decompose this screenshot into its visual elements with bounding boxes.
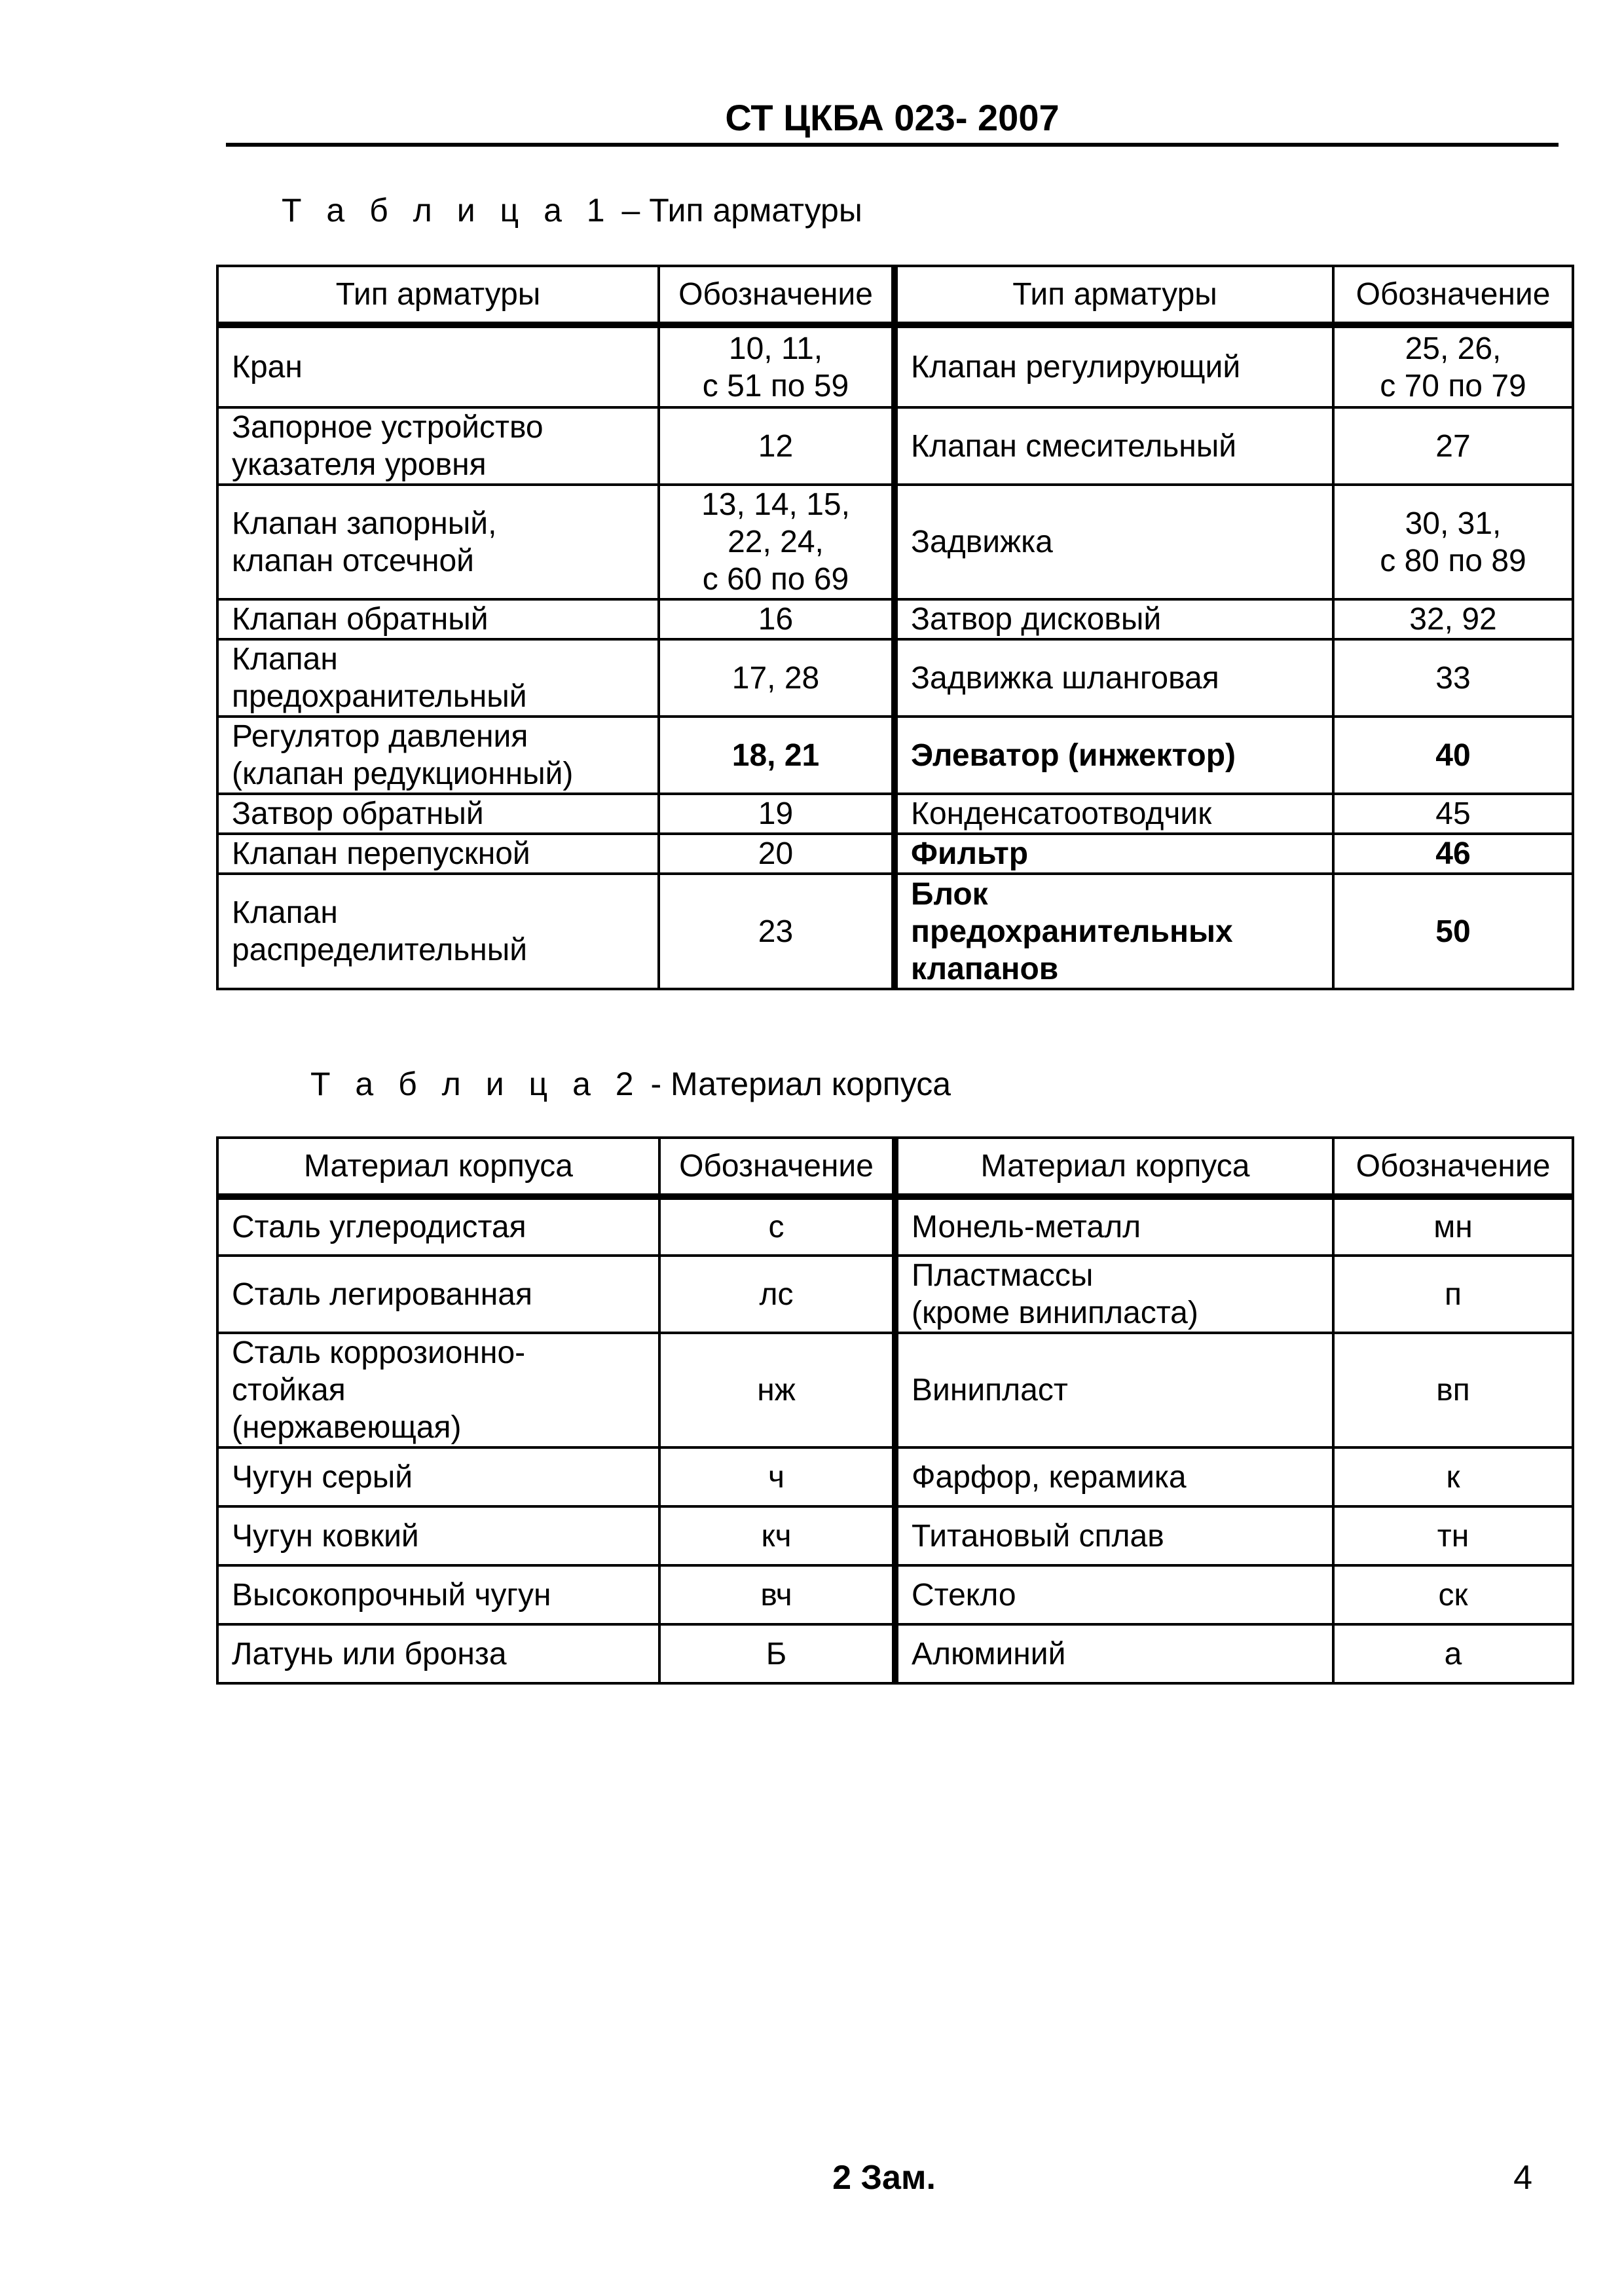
cell-line: распределительный bbox=[232, 933, 528, 967]
cell-line: Элеватор (инжектор) bbox=[911, 737, 1236, 773]
table-row bbox=[217, 874, 1573, 989]
cell-line: Клапан перепускной bbox=[232, 836, 530, 871]
table-cell bbox=[217, 1197, 659, 1256]
cell-line: ч bbox=[767, 1459, 784, 1495]
cell-line: 32, 92 bbox=[1409, 602, 1497, 637]
cell-line: 17, 28 bbox=[731, 660, 820, 696]
cell-line: Клапан bbox=[232, 895, 338, 930]
table-cell bbox=[895, 1624, 1333, 1683]
cell-line: предохранительный bbox=[232, 679, 527, 714]
table-cell bbox=[659, 874, 895, 989]
column-header: Материал корпуса bbox=[217, 1138, 659, 1197]
table-cell bbox=[895, 599, 1333, 639]
table-cell bbox=[217, 794, 659, 834]
table-cell bbox=[659, 639, 895, 717]
cell-line: Затвор обратный bbox=[232, 796, 484, 831]
table-cell bbox=[217, 1624, 659, 1683]
cell-line: с 70 по 79 bbox=[1380, 368, 1526, 403]
table-cell bbox=[659, 599, 895, 639]
table-cell bbox=[1333, 874, 1573, 989]
table-cell bbox=[217, 1256, 659, 1333]
cell-line: с 80 по 89 bbox=[1380, 543, 1526, 578]
cell-line: Задвижка шланговая bbox=[911, 660, 1219, 696]
valve-type-table bbox=[216, 265, 1574, 990]
cell-line: Б bbox=[766, 1636, 787, 1671]
table-row bbox=[217, 639, 1573, 717]
table-cell bbox=[217, 1447, 659, 1506]
cell-line: Пластмассы bbox=[912, 1258, 1094, 1293]
table-row bbox=[217, 407, 1573, 485]
cell-line: тн bbox=[1437, 1518, 1469, 1554]
cell-line: указателя уровня bbox=[232, 447, 487, 482]
cell-line: 25, 26, bbox=[1405, 331, 1502, 366]
cell-line: предохранительных bbox=[911, 914, 1233, 949]
table-cell bbox=[1333, 1624, 1573, 1683]
cell-line: Чугун серый bbox=[232, 1459, 413, 1495]
table-row bbox=[217, 1506, 1573, 1565]
cell-line: стойкая bbox=[232, 1373, 346, 1408]
cell-line: Высокопрочный чугун bbox=[232, 1577, 551, 1613]
table-header-row bbox=[217, 266, 1573, 325]
table-cell bbox=[659, 717, 895, 794]
table-cell bbox=[659, 1506, 895, 1565]
cell-line: Конденсатоотводчик bbox=[911, 796, 1212, 831]
table-2-caption bbox=[310, 1061, 951, 1107]
table-cell bbox=[659, 1447, 895, 1506]
table-cell bbox=[895, 485, 1333, 599]
table-cell bbox=[217, 485, 659, 599]
table-cell bbox=[895, 717, 1333, 794]
table-cell bbox=[1333, 325, 1573, 407]
table-cell bbox=[659, 1197, 895, 1256]
cell-line: к bbox=[1446, 1459, 1460, 1495]
table-cell bbox=[895, 794, 1333, 834]
cell-line: п bbox=[1445, 1277, 1462, 1312]
table-header-row bbox=[217, 1138, 1573, 1197]
table-1-caption-label: Т а б л и ц а 1 bbox=[282, 192, 613, 229]
cell-line: Монель-металл bbox=[912, 1210, 1141, 1244]
cell-line: вч bbox=[760, 1577, 792, 1613]
column-header: Обозначение bbox=[659, 1138, 895, 1197]
cell-line: 10, 11, bbox=[728, 331, 823, 366]
table-cell bbox=[895, 407, 1333, 485]
table-cell bbox=[895, 874, 1333, 989]
table-2-caption-text: - Материал корпуса bbox=[650, 1066, 951, 1102]
table-row bbox=[217, 794, 1573, 834]
document-code-header: СТ ЦКБА 023- 2007 bbox=[725, 97, 1060, 138]
cell-line: Стекло bbox=[912, 1577, 1016, 1613]
table-cell bbox=[895, 834, 1333, 874]
cell-line: 33 bbox=[1435, 660, 1471, 696]
body-material-table bbox=[216, 1136, 1574, 1685]
cell-line: ск bbox=[1438, 1577, 1468, 1613]
cell-line: Сталь коррозионно- bbox=[232, 1335, 526, 1370]
table-row bbox=[217, 834, 1573, 874]
cell-line: клапан отсечной bbox=[232, 543, 474, 578]
table-cell bbox=[659, 1624, 895, 1683]
cell-line: с 60 по 69 bbox=[702, 562, 849, 597]
table-cell bbox=[1333, 717, 1573, 794]
table-cell bbox=[895, 1447, 1333, 1506]
cell-line: 16 bbox=[758, 602, 794, 637]
cell-line: 30, 31, bbox=[1405, 506, 1502, 541]
cell-line: 45 bbox=[1435, 796, 1471, 831]
cell-line: 22, 24, bbox=[728, 525, 824, 559]
table-cell bbox=[1333, 1333, 1573, 1447]
column-header: Обозначение bbox=[1333, 1138, 1573, 1197]
cell-line: 19 bbox=[758, 796, 794, 831]
column-header: Обозначение bbox=[659, 266, 895, 325]
cell-line: Клапан смесительный bbox=[911, 428, 1237, 464]
table-cell bbox=[1333, 639, 1573, 717]
table-cell bbox=[1333, 1256, 1573, 1333]
column-header: Тип арматуры bbox=[895, 266, 1333, 325]
table-cell bbox=[1333, 407, 1573, 485]
table-cell bbox=[1333, 599, 1573, 639]
cell-line: нж bbox=[757, 1373, 796, 1408]
cell-line: Клапан запорный, bbox=[232, 506, 497, 541]
cell-line: мн bbox=[1433, 1210, 1473, 1244]
cell-line: 40 bbox=[1435, 737, 1471, 773]
cell-line: Клапан обратный bbox=[232, 602, 489, 637]
table-row bbox=[217, 1565, 1573, 1624]
table-cell bbox=[217, 1506, 659, 1565]
cell-line: Клапан регулирующий bbox=[911, 350, 1241, 384]
cell-line: 46 bbox=[1435, 836, 1471, 871]
table-cell bbox=[1333, 1506, 1573, 1565]
cell-line: Титановый сплав bbox=[912, 1518, 1164, 1554]
table-cell bbox=[217, 639, 659, 717]
cell-line: Алюминий bbox=[912, 1636, 1066, 1671]
cell-line: (клапан редукционный) bbox=[232, 756, 574, 791]
table-row bbox=[217, 717, 1573, 794]
table-cell bbox=[1333, 794, 1573, 834]
cell-line: Клапан bbox=[232, 642, 338, 677]
table-cell bbox=[895, 639, 1333, 717]
cell-line: Чугун ковкий bbox=[232, 1518, 419, 1554]
cell-line: Кран bbox=[232, 350, 303, 384]
cell-line: Сталь углеродистая bbox=[232, 1210, 526, 1244]
header-rule bbox=[226, 143, 1559, 147]
table-cell bbox=[217, 599, 659, 639]
column-header: Материал корпуса bbox=[895, 1138, 1333, 1197]
table-cell bbox=[895, 325, 1333, 407]
table-cell bbox=[659, 1565, 895, 1624]
table-cell bbox=[217, 1565, 659, 1624]
cell-line: 27 bbox=[1435, 428, 1471, 464]
cell-line: 20 bbox=[758, 836, 794, 871]
table-cell bbox=[1333, 1447, 1573, 1506]
table-cell bbox=[659, 834, 895, 874]
column-header: Обозначение bbox=[1333, 266, 1573, 325]
table-cell bbox=[217, 325, 659, 407]
page-number: 4 bbox=[1513, 2159, 1532, 2197]
cell-line: а bbox=[1444, 1636, 1462, 1671]
cell-line: 13, 14, 15, bbox=[701, 487, 850, 522]
table-cell bbox=[895, 1333, 1333, 1447]
cell-line: Фильтр bbox=[911, 836, 1029, 871]
table-cell bbox=[659, 407, 895, 485]
cell-line: 12 bbox=[758, 428, 794, 464]
table-1-caption-text: – Тип арматуры bbox=[621, 192, 862, 229]
cell-line: клапанов bbox=[911, 951, 1059, 986]
table-2-caption-label: Т а б л и ц а 2 bbox=[310, 1066, 642, 1102]
table-cell bbox=[659, 794, 895, 834]
table-row bbox=[217, 485, 1573, 599]
table-row bbox=[217, 599, 1573, 639]
table-cell bbox=[217, 874, 659, 989]
cell-line: 50 bbox=[1435, 914, 1471, 949]
cell-line: (кроме винипласта) bbox=[912, 1296, 1198, 1330]
cell-line: Задвижка bbox=[911, 525, 1053, 559]
table-cell bbox=[659, 485, 895, 599]
cell-line: Сталь легированная bbox=[232, 1277, 532, 1312]
table-cell bbox=[217, 407, 659, 485]
cell-line: Блок bbox=[911, 876, 988, 912]
cell-line: (нержавеющая) bbox=[232, 1410, 462, 1445]
cell-line: лс bbox=[759, 1277, 794, 1312]
table-cell bbox=[1333, 834, 1573, 874]
table-row bbox=[217, 1624, 1573, 1683]
table-cell bbox=[217, 717, 659, 794]
cell-line: Фарфор, керамика bbox=[912, 1459, 1187, 1495]
table-cell bbox=[1333, 485, 1573, 599]
table-cell bbox=[895, 1197, 1333, 1256]
table-cell bbox=[217, 834, 659, 874]
table-cell bbox=[1333, 1197, 1573, 1256]
cell-line: Запорное устройство bbox=[232, 410, 544, 445]
cell-line: кч bbox=[761, 1518, 792, 1554]
table-cell bbox=[895, 1506, 1333, 1565]
table-row bbox=[217, 1197, 1573, 1256]
table-row bbox=[217, 1447, 1573, 1506]
cell-line: с 51 по 59 bbox=[702, 368, 849, 403]
table-cell bbox=[659, 1333, 895, 1447]
table-cell bbox=[659, 325, 895, 407]
table-cell bbox=[217, 1333, 659, 1447]
table-cell bbox=[895, 1256, 1333, 1333]
table-row bbox=[217, 1333, 1573, 1447]
table-1-caption bbox=[282, 187, 862, 233]
cell-line: 18, 21 bbox=[731, 737, 820, 773]
column-header: Тип арматуры bbox=[217, 266, 659, 325]
cell-line: 23 bbox=[758, 914, 794, 949]
change-note: 2 Зам. bbox=[832, 2159, 936, 2197]
table-cell bbox=[659, 1256, 895, 1333]
cell-line: Винипласт bbox=[912, 1373, 1068, 1408]
cell-line: с bbox=[768, 1210, 784, 1244]
cell-line: Латунь или бронза bbox=[232, 1636, 507, 1671]
table-cell bbox=[1333, 1565, 1573, 1624]
table-row bbox=[217, 1256, 1573, 1333]
cell-line: Регулятор давления bbox=[232, 719, 528, 754]
table-row bbox=[217, 325, 1573, 407]
cell-line: вп bbox=[1436, 1373, 1470, 1408]
table-cell bbox=[895, 1565, 1333, 1624]
cell-line: Затвор дисковый bbox=[911, 602, 1162, 637]
